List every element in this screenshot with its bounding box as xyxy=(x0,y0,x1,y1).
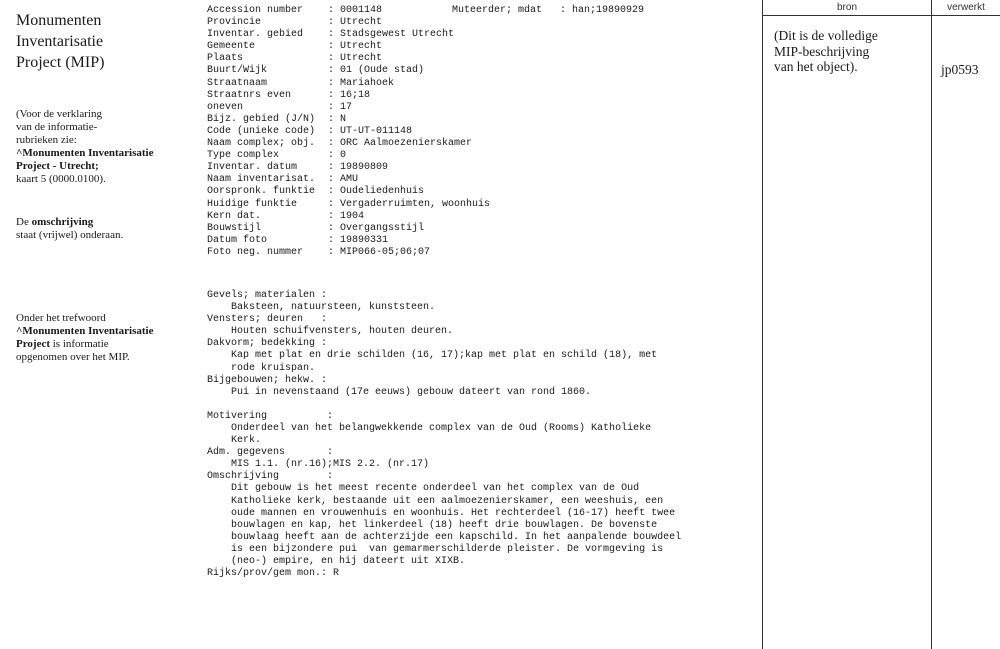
field-label: oneven xyxy=(207,101,244,113)
description-text-line: oude mannen en vrouwenhuis en woonhuis. Het rechterdeel (16-17) heeft twee xyxy=(231,507,676,519)
field-separator: : xyxy=(328,101,335,113)
field-value: MIP066-05;06;07 xyxy=(340,246,431,258)
field-value: Overgangsstijl xyxy=(340,222,425,234)
field-separator: : xyxy=(328,125,335,137)
verwerkt-header: verwerkt xyxy=(947,2,985,13)
field-value: 19890331 xyxy=(340,234,389,246)
field-separator: : xyxy=(328,29,335,41)
field-value: Vergaderruimten, woonhuis xyxy=(340,198,491,210)
description-heading: Vensters; deuren : xyxy=(207,314,328,326)
field-separator: : xyxy=(328,89,335,101)
field-value: N xyxy=(340,113,347,125)
description-heading: Adm. gegevens : xyxy=(207,447,334,459)
field-label: Foto neg. nummer xyxy=(207,246,304,258)
field-row xyxy=(207,53,490,65)
field-row xyxy=(207,211,490,223)
field-row xyxy=(207,138,490,150)
field-value: Stadsgewest Utrecht xyxy=(340,29,455,41)
field-value: 0 xyxy=(340,150,347,162)
field-value: ORC Aalmoezenierskamer xyxy=(340,138,473,150)
description-text-line: bouwlagen en kap, het linkerdeel (18) heeft drie bouwlagen. De bovenste xyxy=(231,519,658,531)
field-row xyxy=(207,102,490,114)
field-row xyxy=(207,199,490,211)
field-label: Accession number xyxy=(207,5,304,16)
record-fields xyxy=(207,5,490,259)
field-value: Utrecht xyxy=(340,17,383,29)
field-row xyxy=(207,150,490,162)
field-label: Kern dat. xyxy=(207,210,262,222)
field-row xyxy=(207,17,490,29)
field-label: Buurt/Wijk xyxy=(207,65,268,77)
field-value: Utrecht xyxy=(340,41,383,53)
field-label: Huidige funktie xyxy=(207,198,298,210)
field-separator: : xyxy=(328,41,335,53)
keyword-reference-note xyxy=(16,312,191,364)
field-label: Inventar. gebied xyxy=(207,29,304,41)
field-separator: : xyxy=(328,174,335,186)
field-label: Provincie xyxy=(207,17,262,29)
field-separator: : xyxy=(328,5,335,16)
field-value: Utrecht xyxy=(340,53,383,65)
field-separator: : xyxy=(328,246,335,258)
note2-keyword: omschrijving xyxy=(31,216,94,228)
field-label: Naam inventarisat. xyxy=(207,174,316,186)
field-separator: : xyxy=(328,186,335,198)
left-sidebar xyxy=(16,10,191,363)
field-value: UT-UT-011148 xyxy=(340,125,413,137)
field-separator: : xyxy=(328,234,335,246)
note1-line-1: (Voor de verklaring xyxy=(16,108,102,120)
bron-header: bron xyxy=(836,2,857,13)
field-separator: : xyxy=(328,113,335,125)
field-row xyxy=(207,114,490,126)
note3-rest: is informatie xyxy=(50,338,109,350)
muteerder-label: Muteerder; mdat xyxy=(452,5,543,16)
field-row xyxy=(207,247,490,259)
description-location-note xyxy=(16,216,191,242)
field-separator: : xyxy=(328,198,335,210)
record-description xyxy=(207,290,681,580)
mip-title xyxy=(16,10,191,73)
field-value: 0001148 xyxy=(340,5,383,16)
description-text-line: Houten schuifvensters, houten deuren. xyxy=(231,326,454,338)
field-row xyxy=(207,223,490,235)
field-label: Inventar. datum xyxy=(207,162,298,174)
bron-left-rule xyxy=(762,0,763,649)
description-text-line: MIS 1.1. (nr.16);MIS 2.2. (nr.17) xyxy=(231,459,430,471)
description-text-line: Onderdeel van het belangwekkende complex van de Oud (Rooms) Katholieke xyxy=(231,422,652,434)
description-text-line: (neo-) empire, en hij dateert uit XIXB. xyxy=(231,555,466,567)
field-value: 19890809 xyxy=(340,162,389,174)
field-separator: : xyxy=(328,222,335,234)
field-label: Plaats xyxy=(207,53,244,65)
field-separator: : xyxy=(328,138,335,150)
mip-title-line-2: Inventarisatie xyxy=(16,33,104,50)
field-row xyxy=(207,29,490,41)
mip-title-line-1: Monumenten xyxy=(16,12,102,29)
field-label: Datum foto xyxy=(207,234,268,246)
note3-line-1: Onder het trefwoord xyxy=(16,312,106,324)
description-text-line: bouwlaag heeft aan de achterzijde een kapschild. In het aanpalende bouwdeel xyxy=(231,531,682,543)
description-heading: Motivering : xyxy=(207,410,334,422)
field-value: 01 (Oude stad) xyxy=(340,65,425,77)
field-separator: : xyxy=(328,53,335,65)
field-separator: : xyxy=(328,65,335,77)
field-row xyxy=(207,90,490,102)
note3-line-4: opgenomen over het MIP. xyxy=(16,351,130,363)
mip-title-line-3: Project (MIP) xyxy=(16,54,105,71)
field-label: Code (unieke code) xyxy=(207,125,316,137)
verwerkt-text: jp0593 xyxy=(941,62,979,77)
field-value: 17 xyxy=(340,101,353,113)
field-row xyxy=(207,126,490,138)
field-separator: : xyxy=(328,150,335,162)
note1-line-3: rubrieken zie: xyxy=(16,134,77,146)
description-heading: Bijgebouwen; hekw. : xyxy=(207,374,328,386)
field-value: Mariahoek xyxy=(340,77,395,89)
field-separator: : xyxy=(328,17,335,29)
header-rule xyxy=(762,15,1000,16)
bron-text: (Dit is de volledige MIP-beschrijving van het object). xyxy=(774,28,878,74)
muteerder-value: han;19890929 xyxy=(572,5,645,16)
field-label: Naam complex; obj. xyxy=(207,138,316,150)
field-label: Straatnrs even xyxy=(207,89,292,101)
description-text-line: Pui in nevenstaand (17e eeuws) gebouw dateert van rond 1860. xyxy=(231,386,592,398)
field-label: Straatnaam xyxy=(207,77,268,89)
field-row xyxy=(207,162,490,174)
field-value: Oudeliedenhuis xyxy=(340,186,425,198)
field-separator: : xyxy=(328,162,335,174)
field-value: 1904 xyxy=(340,210,365,222)
column-divider xyxy=(931,0,932,649)
field-label: Oorspronk. funktie xyxy=(207,186,316,198)
note1-line-6: kaart 5 (0000.0100). xyxy=(16,173,106,185)
note1-keyword-1: ^Monumenten Inventarisatie xyxy=(16,147,154,159)
description-text-line: rode kruispan. xyxy=(231,362,316,374)
field-label: Bijz. gebied (J/N) xyxy=(207,113,316,125)
field-row xyxy=(207,174,490,186)
description-text-line: Dit gebouw is het meest recente onderdeel van het complex van de Oud xyxy=(231,483,640,495)
description-heading: Gevels; materialen : xyxy=(207,290,328,301)
note3-keyword-1: ^Monumenten Inventarisatie xyxy=(16,325,154,337)
field-label: Type complex xyxy=(207,150,280,162)
field-separator: : xyxy=(328,210,335,222)
description-text-line: Katholieke kerk, bestaande uit een aalmoezenierskamer, een weeshuis, een xyxy=(231,495,664,507)
description-heading: Rijks/prov/gem mon.: R xyxy=(207,568,340,580)
muteerder-field: Muteerder; mdat : han;19890929 xyxy=(452,5,645,16)
note1-line-2: van de informatie- xyxy=(16,121,98,133)
description-text-line: Kap met plat en drie schilden (16, 17);kap met plat en schild (18), met xyxy=(231,350,658,362)
field-row xyxy=(207,5,490,17)
field-row xyxy=(207,186,490,198)
field-value: AMU xyxy=(340,174,359,186)
description-heading: Omschrijving : xyxy=(207,471,334,483)
field-label: Gemeente xyxy=(207,41,256,53)
description-text-line: Baksteen, natuursteen, kunststeen. xyxy=(231,302,436,314)
field-row xyxy=(207,235,490,247)
field-row xyxy=(207,78,490,90)
field-row xyxy=(207,65,490,77)
field-row xyxy=(207,41,490,53)
note3-keyword-2: Project xyxy=(16,338,50,350)
description-heading: Dakvorm; bedekking : xyxy=(207,338,328,350)
field-label: Bouwstijl xyxy=(207,222,262,234)
field-separator: : xyxy=(328,77,335,89)
note2-prefix: De xyxy=(16,216,32,228)
description-text-line: Kerk. xyxy=(231,435,262,447)
description-text-line: is een bijzondere pui van gemarmerschilderde pleister. De vormgeving is xyxy=(231,543,664,555)
rubric-explanation-note xyxy=(16,108,191,186)
field-value: 16;18 xyxy=(340,89,371,101)
note2-line-2: staat (vrijwel) onderaan. xyxy=(16,229,124,241)
note1-keyword-2: Project - Utrecht; xyxy=(16,160,99,172)
